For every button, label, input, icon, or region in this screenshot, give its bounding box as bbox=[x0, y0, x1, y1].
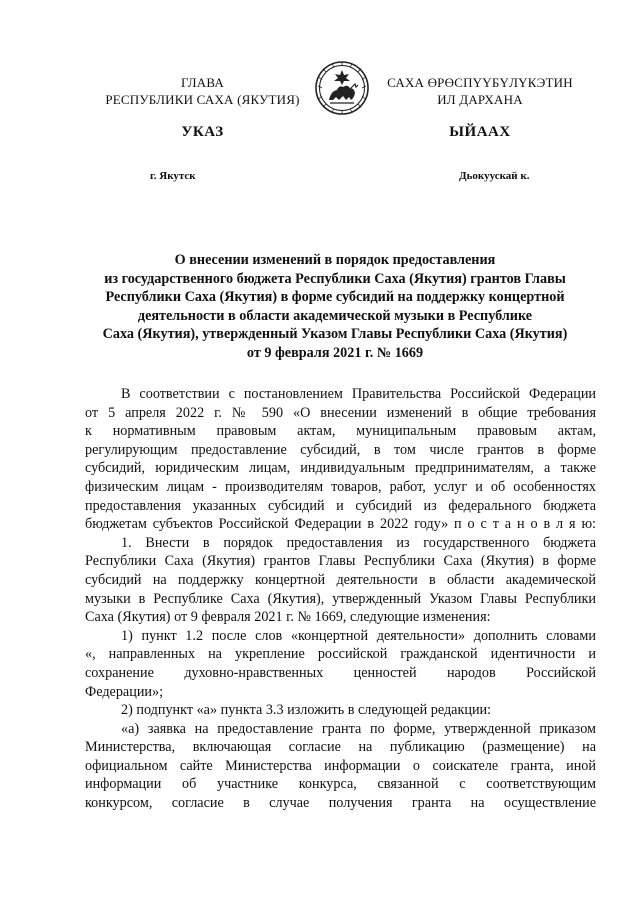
document-title bbox=[70, 251, 600, 363]
body-line: сохранение духовно-нравственных ценностей народов Российской bbox=[85, 664, 596, 681]
header-left-line1: ГЛАВА bbox=[181, 75, 224, 90]
decree-title-sakha: ЫЙААХ bbox=[449, 124, 511, 140]
body-line: музыки в Республике Саха (Якутия), утвержденный Указом Главы Республики bbox=[85, 590, 596, 607]
document-body bbox=[85, 385, 596, 813]
header-left-line2: РЕСПУБЛИКИ САХА (ЯКУТИЯ) bbox=[105, 92, 300, 107]
header-right-line2: ИЛ ДАРХАНА bbox=[437, 92, 523, 107]
body-line: Федерации»; bbox=[85, 683, 164, 700]
body-line: 1. Внести в порядок предоставления из государственного бюджета bbox=[121, 534, 596, 551]
body-line: бюджетам субъектов Российской Федерации в 2022 году» п о с т а н о в л я ю: bbox=[85, 516, 596, 533]
header-left bbox=[90, 74, 315, 108]
title-line: О внесении изменений в порядок предоставления bbox=[174, 252, 496, 268]
body-line: «, направленных на укрепление российской гражданской идентичности и bbox=[85, 646, 596, 663]
body-line: В соответствии с постановлением Правительства Российской Федерации bbox=[121, 386, 596, 402]
body-line: субсидий на поддержку концертной деятельности в области академической bbox=[85, 571, 596, 588]
body-line: Республики Саха (Якутия) грантов Главы Республики Саха (Якутия) в форме bbox=[85, 553, 596, 570]
decree-title-ru: УКАЗ bbox=[181, 124, 224, 140]
body-line: от 5 апреля 2022 г. № 590 «О внесении изменений в общие требования bbox=[85, 404, 596, 421]
title-line: Саха (Якутия), утвержденный Указом Главы Республики Саха (Якутия) bbox=[102, 326, 568, 343]
title-line: от 9 февраля 2021 г. № 1669 bbox=[246, 344, 424, 361]
place-ru: г. Якутск bbox=[150, 170, 196, 182]
body-line: 1) пункт 1.2 после слов «концертной деятельности» дополнить словами bbox=[121, 627, 596, 644]
emblem-graphic bbox=[314, 60, 370, 116]
body-line: регулирующим предоставление субсидий, в том числе грантов в форме bbox=[85, 441, 596, 458]
title-line: деятельности в области академической музыки в Республике bbox=[137, 307, 533, 324]
header-right bbox=[375, 74, 585, 108]
body-line: субсидий, юридическим лицам, индивидуальным предпринимателям, а также bbox=[85, 460, 596, 477]
body-line: Министерства, включающая согласие на публикацию (размещение) на bbox=[85, 739, 596, 756]
body-line: информации об участнике конкурса, связанной с соответствующим bbox=[85, 776, 596, 793]
header-right-line1: САХА ӨРӨСПҮҮБҮЛҮКЭТИН bbox=[387, 75, 573, 90]
body-line: Саха (Якутия) от 9 февраля 2021 г. № 1669, следующие изменения: bbox=[85, 609, 491, 626]
body-line: официальном сайте Министерства информации о соискателе гранта, иной bbox=[85, 757, 596, 774]
coat-of-arms-sakha-icon bbox=[314, 60, 370, 116]
body-line: 2) подпункт «а» пункта 3.3 изложить в следующей редакции: bbox=[121, 702, 492, 719]
body-line: «а) заявка на предоставление гранта по форме, утвержденной приказом bbox=[121, 720, 596, 737]
title-line: Республики Саха (Якутия) в форме субсидий на поддержку концертной bbox=[105, 289, 565, 306]
body-line: физическим лицам - производителям товаров, работ, услуг и об особенностях bbox=[85, 478, 596, 495]
place-sakha: Дьокуускай к. bbox=[459, 170, 530, 182]
body-line: конкурсом, согласие в случае получения гранта на осуществление bbox=[85, 795, 596, 812]
body-line: предоставления указанных субсидий и субсидий из федерального бюджета bbox=[85, 497, 596, 514]
title-line: из государственного бюджета Республики Саха (Якутия) грантов Главы bbox=[104, 270, 566, 287]
body-line: к нормативным правовым актам, муниципальным правовым актам, bbox=[85, 423, 596, 440]
